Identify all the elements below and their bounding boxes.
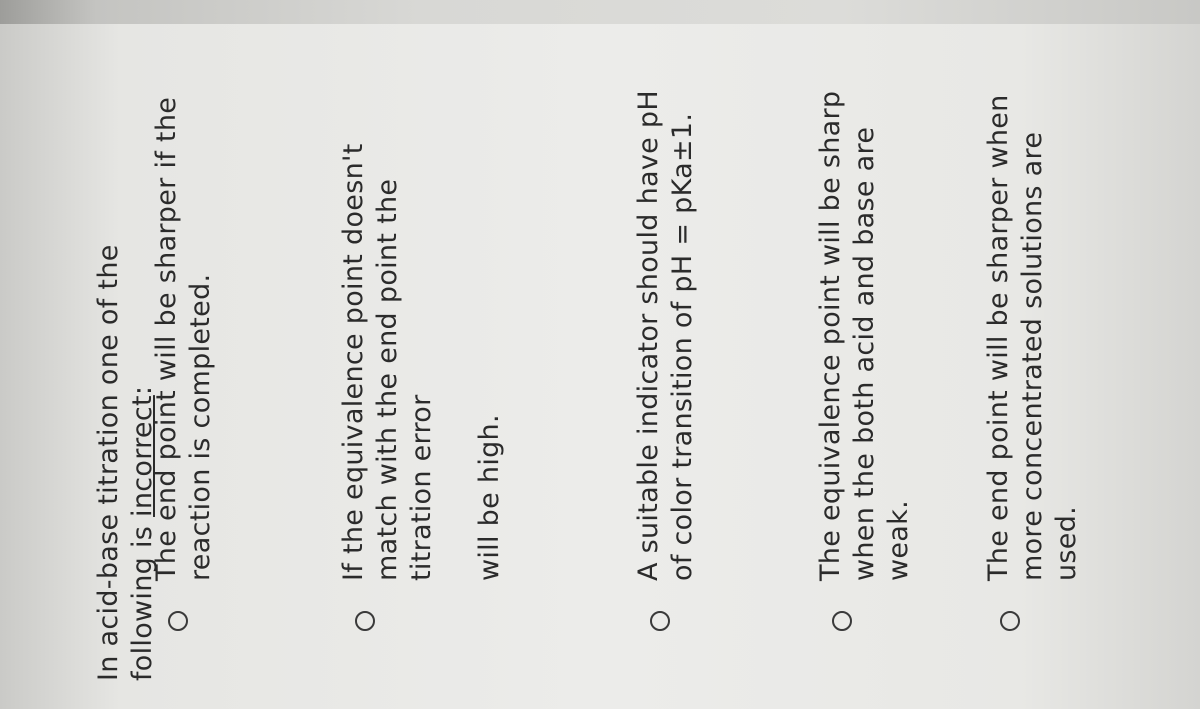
- question-emphasis: incorrect: [127, 395, 158, 517]
- question-prefix: In acid-base titration one of the following is: [93, 244, 158, 681]
- radio-button[interactable]: [168, 611, 188, 631]
- question-text: [58, 81, 160, 681]
- answer-option-label: The end point will be sharper when more concentrated solutions are used.: [983, 94, 1082, 581]
- radio-button[interactable]: [1000, 611, 1020, 631]
- quiz-question-card: [0, 24, 1200, 709]
- radio-button[interactable]: [650, 611, 670, 631]
- screen-area: [0, 24, 1200, 709]
- answer-option-label: A suitable indicator should have pH of color transition of pH = pKa±1.: [633, 90, 698, 581]
- question-suffix: :: [127, 385, 158, 396]
- answer-option-label: If the equivalence point doesn't match with the end point the titration error will be high.: [338, 143, 505, 581]
- radio-button[interactable]: [355, 611, 375, 631]
- answer-option-label: The end point will be sharper if the reaction is completed.: [151, 96, 216, 581]
- answer-option-label: The equivalence point will be sharp when the both acid and base are weak.: [815, 90, 914, 581]
- radio-button[interactable]: [832, 611, 852, 631]
